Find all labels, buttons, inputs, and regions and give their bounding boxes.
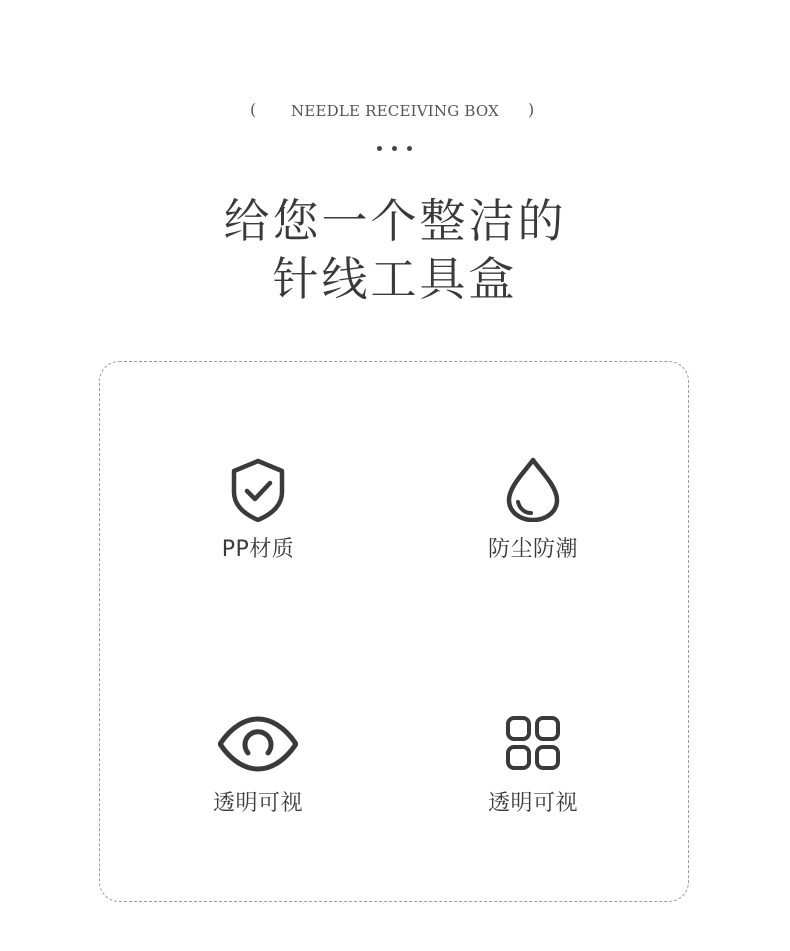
feature-dustproof (433, 456, 633, 563)
feature-label: 防尘防潮 (487, 537, 578, 562)
subtitle-row (0, 100, 790, 122)
water-drop-icon (493, 456, 573, 522)
title-line-1: 给您一个整洁的 (223, 194, 567, 248)
title-line-2: 针线工具盒 (272, 252, 518, 306)
subtitle-paren-left: ( (250, 100, 257, 119)
dot (377, 146, 382, 151)
dot (407, 146, 412, 151)
features-card (99, 361, 689, 902)
feature-label: PP材质 (221, 537, 295, 562)
subtitle-text: NEEDLE RECEIVING BOX (291, 102, 499, 120)
ellipsis-dots (377, 146, 413, 152)
feature-pp-material (158, 456, 358, 563)
shield-check-icon (218, 456, 298, 522)
subtitle-paren-right: ) (528, 100, 535, 119)
page-title (0, 192, 790, 308)
grid-icon (493, 710, 573, 776)
eye-icon (218, 710, 298, 776)
feature-label: 透明可视 (487, 791, 578, 816)
dot (392, 146, 397, 151)
feature-transparent-eye (158, 710, 358, 817)
feature-label: 透明可视 (212, 791, 303, 816)
feature-transparent-grid (433, 710, 633, 817)
